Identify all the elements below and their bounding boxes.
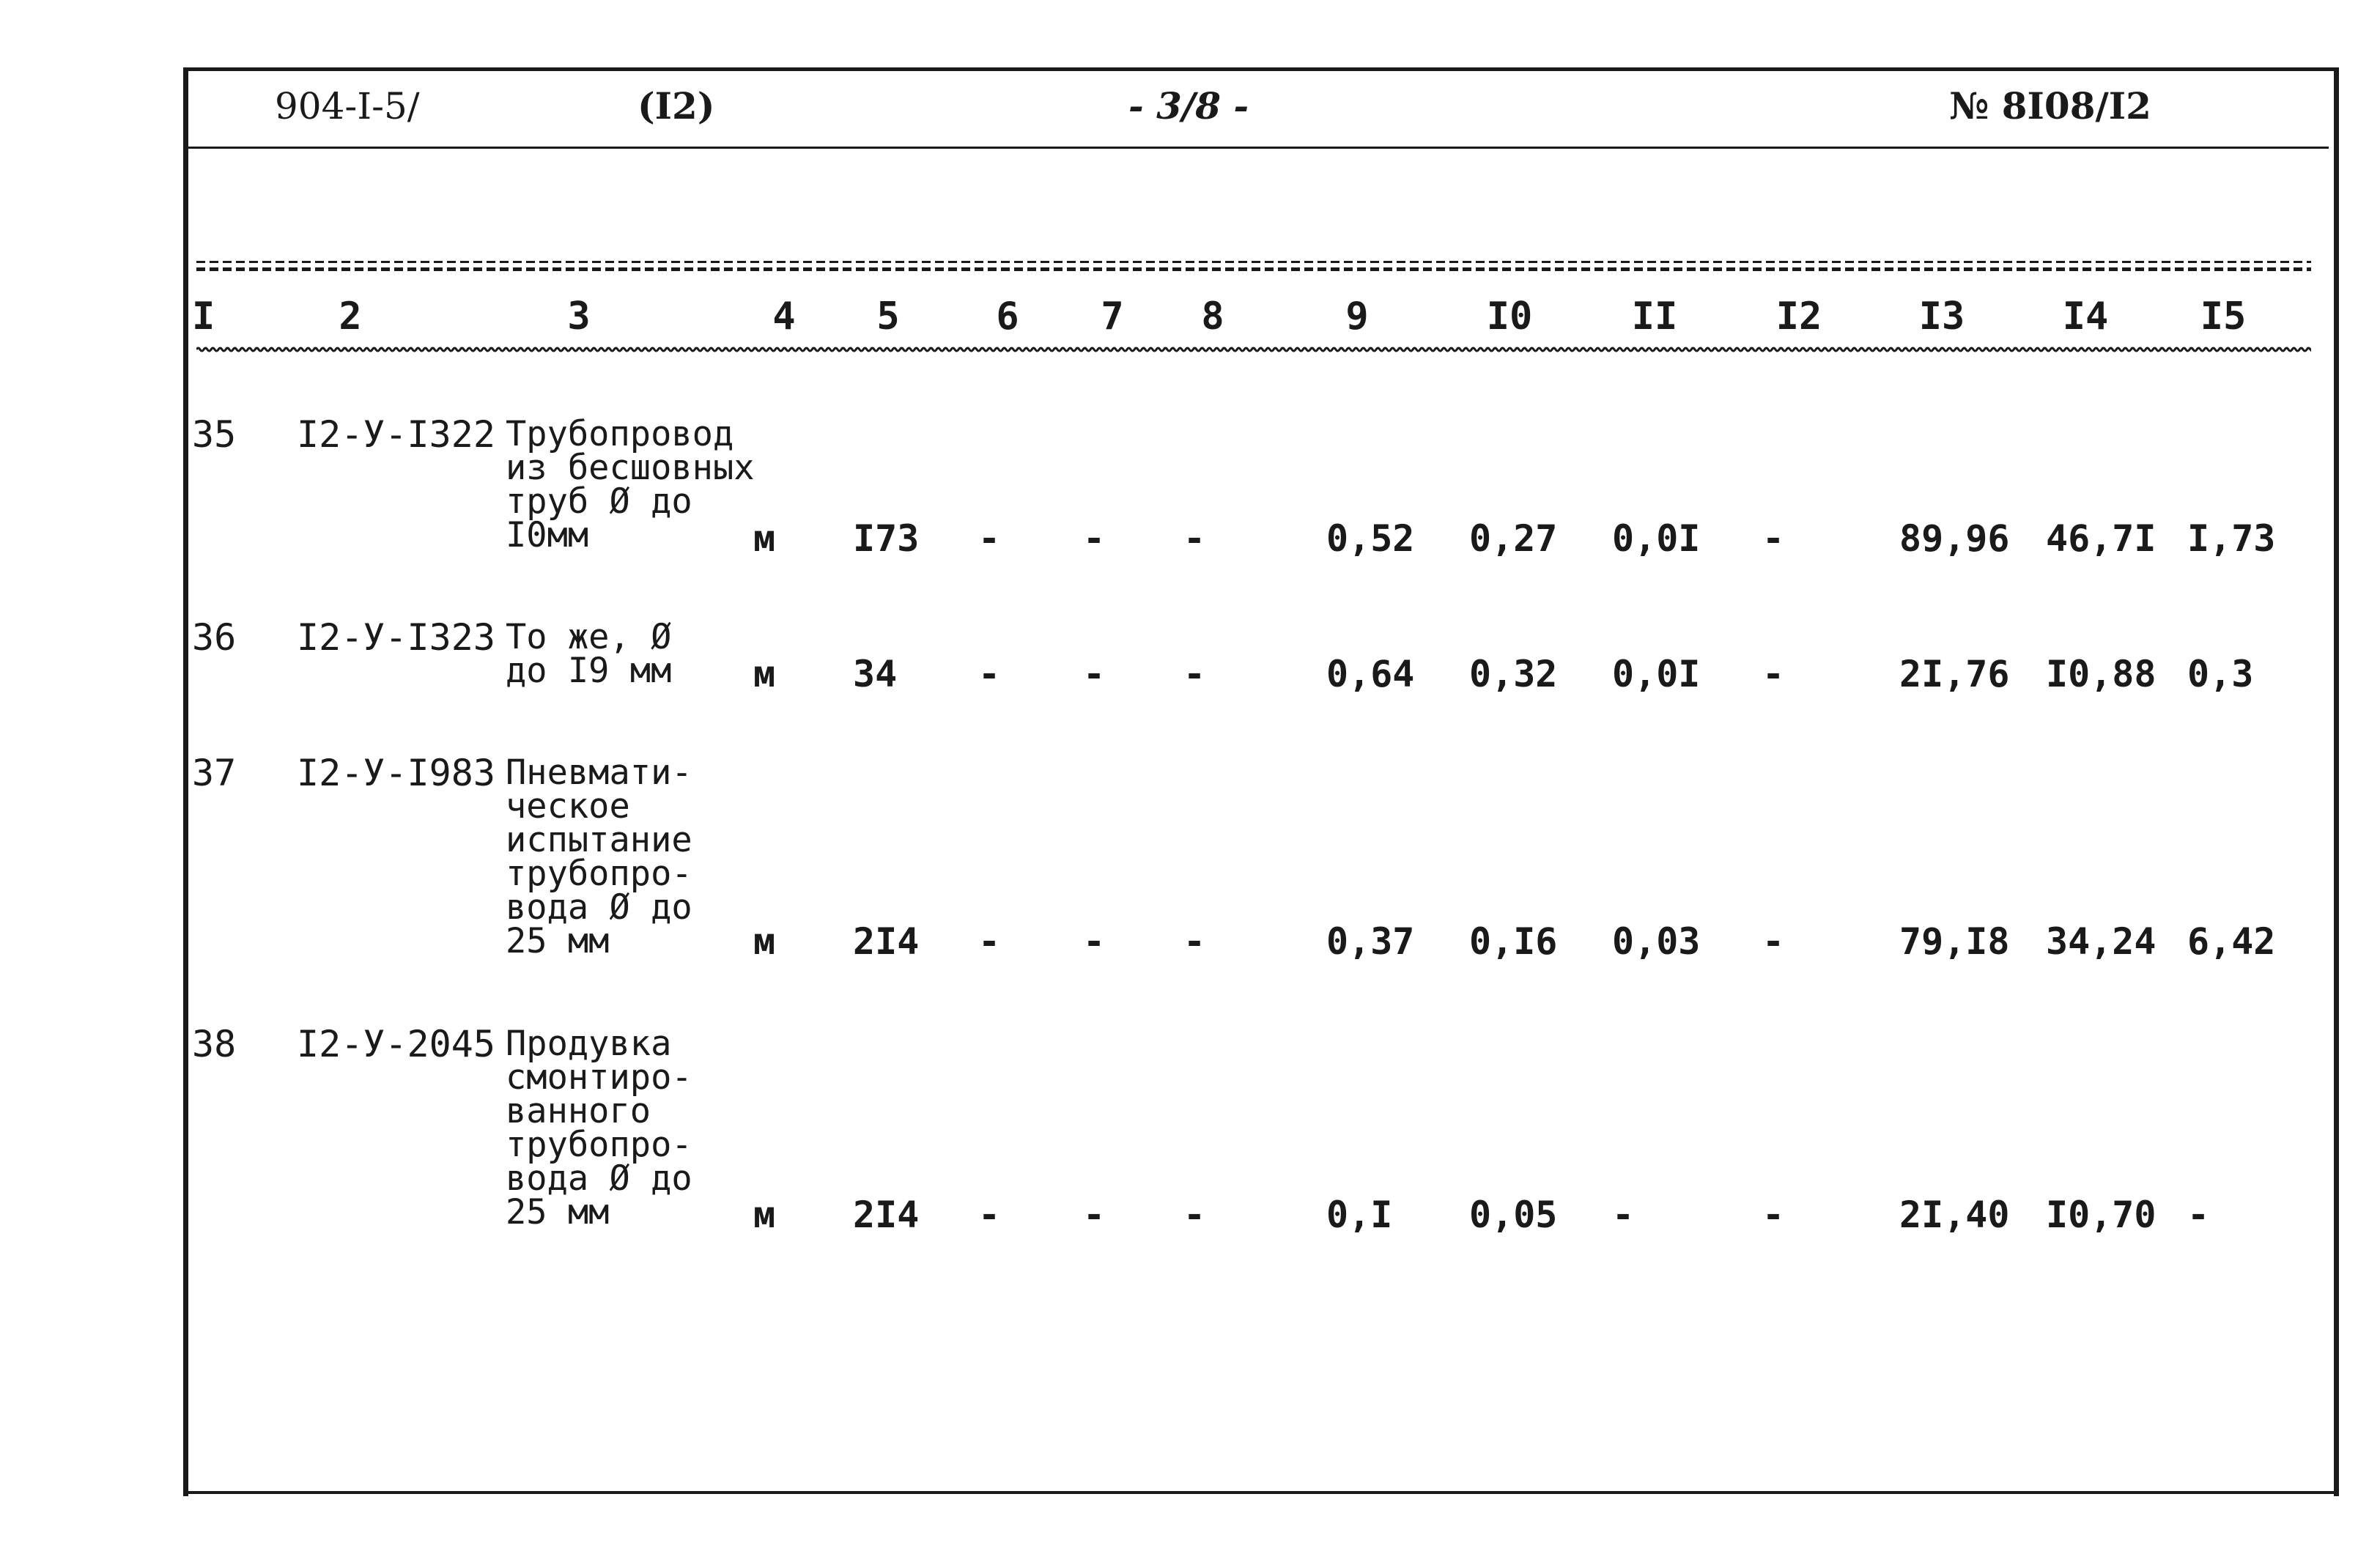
header-rule [188, 147, 2329, 149]
unit-of-measure: м [753, 920, 776, 963]
section-number: (I2) [638, 84, 715, 127]
value-col-14: 46,7I [2046, 517, 2157, 560]
unit-of-measure: м [753, 1194, 776, 1236]
value-col-11: 0,0I [1612, 517, 1701, 560]
table-header-wavy-rule [196, 346, 2311, 353]
value-col-13: 2I,40 [1899, 1194, 2010, 1236]
value-col-8: - [1183, 1194, 1206, 1236]
value-col-6: - [978, 517, 1001, 560]
row-number: 35 [192, 413, 237, 456]
value-col-12: - [1762, 1194, 1785, 1236]
row-number: 37 [192, 752, 237, 794]
row-number: 36 [192, 616, 237, 659]
quantity: 2I4 [853, 1194, 920, 1236]
value-col-14: I0,70 [2046, 1194, 2157, 1236]
quantity: 2I4 [853, 920, 920, 963]
column-number-12: I2 [1775, 295, 1822, 339]
value-col-15: 0,3 [2187, 653, 2254, 695]
value-col-15: - [2187, 1194, 2210, 1236]
quantity: I73 [853, 517, 920, 560]
column-number-13: I3 [1918, 295, 1965, 339]
quantity: 34 [853, 653, 898, 695]
work-description: Трубопровод из бесшовных труб Ø до I0мм [506, 414, 755, 555]
value-col-10: 0,05 [1469, 1194, 1558, 1236]
value-col-12: - [1762, 517, 1785, 560]
value-col-8: - [1183, 653, 1206, 695]
column-number-15: I5 [2200, 295, 2247, 339]
column-number-6: 6 [996, 295, 1019, 339]
value-col-15: 6,42 [2187, 920, 2276, 963]
work-description: Продувка смонтиро- ванного трубопро- вода Ø до 25 мм [506, 1024, 692, 1232]
rate-code: I2-У-I323 [297, 616, 495, 659]
value-col-8: - [1183, 920, 1206, 963]
column-number-14: I4 [2062, 295, 2109, 339]
column-number-9: 9 [1345, 295, 1369, 339]
value-col-11: - [1612, 1194, 1635, 1236]
document-code: 904-I-5/ [275, 85, 420, 127]
column-number-2: 2 [339, 295, 362, 339]
value-col-6: - [978, 920, 1001, 963]
column-number-1: I [192, 295, 215, 339]
rate-code: I2-У-2045 [297, 1023, 495, 1065]
unit-of-measure: м [753, 517, 776, 560]
work-description: То же, Ø до I9 мм [506, 617, 672, 691]
value-col-12: - [1762, 920, 1785, 963]
value-col-6: - [978, 653, 1001, 695]
value-col-10: 0,I6 [1469, 920, 1558, 963]
column-number-8: 8 [1201, 295, 1224, 339]
doc-number: № 8I08/I2 [1949, 84, 2151, 127]
value-col-10: 0,32 [1469, 653, 1558, 695]
value-col-7: - [1083, 1194, 1106, 1236]
unit-of-measure: м [753, 653, 776, 695]
rate-code: I2-У-I322 [297, 413, 495, 456]
value-col-9: 0,I [1326, 1194, 1393, 1236]
value-col-9: 0,64 [1326, 653, 1415, 695]
column-number-3: 3 [567, 295, 591, 339]
rate-code: I2-У-I983 [297, 752, 495, 794]
value-col-7: - [1083, 653, 1106, 695]
value-col-7: - [1083, 920, 1106, 963]
value-col-8: - [1183, 517, 1206, 560]
value-col-12: - [1762, 653, 1785, 695]
column-number-5: 5 [876, 295, 900, 339]
value-col-7: - [1083, 517, 1106, 560]
value-col-13: 2I,76 [1899, 653, 2010, 695]
value-col-9: 0,37 [1326, 920, 1415, 963]
column-number-7: 7 [1101, 295, 1124, 339]
work-description: Пневмати- ческое испытание трубопро- вода Ø до 25 мм [506, 752, 692, 961]
value-col-6: - [978, 1194, 1001, 1236]
value-col-13: 89,96 [1899, 517, 2010, 560]
table-top-rule [196, 261, 2311, 271]
value-col-13: 79,I8 [1899, 920, 2010, 963]
value-col-9: 0,52 [1326, 517, 1415, 560]
frame-bottom-rule [183, 1491, 2338, 1494]
value-col-15: I,73 [2187, 517, 2276, 560]
value-col-11: 0,0I [1612, 653, 1701, 695]
page-number: - 3/8 - [1128, 84, 1249, 127]
value-col-11: 0,03 [1612, 920, 1701, 963]
row-number: 38 [192, 1023, 237, 1065]
value-col-14: I0,88 [2046, 653, 2157, 695]
column-number-11: II [1631, 295, 1678, 339]
value-col-10: 0,27 [1469, 517, 1558, 560]
column-number-10: I0 [1486, 295, 1533, 339]
value-col-14: 34,24 [2046, 920, 2157, 963]
column-number-4: 4 [772, 295, 796, 339]
